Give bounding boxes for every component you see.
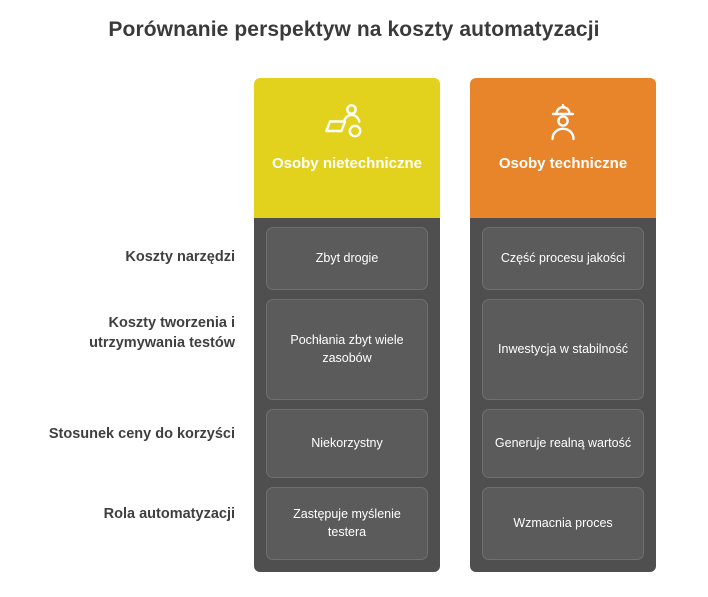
cell-b-1: Inwestycja w stabilność xyxy=(482,299,644,400)
people-presentation-icon xyxy=(321,98,373,150)
cell-a-1: Pochłania zbyt wiele zasobów xyxy=(266,299,428,400)
row-label-price-benefit-ratio: Stosunek ceny do korzyści xyxy=(48,426,235,442)
cell-a-3: Zastępuje myślenie testera xyxy=(266,487,428,560)
cell-b-0: Część procesu jakości xyxy=(482,227,644,290)
column-technical xyxy=(470,78,656,572)
page-title: Porównanie perspektyw na koszty automatyzacji xyxy=(108,18,600,41)
column-non-technical-body xyxy=(254,218,440,572)
column-technical-body xyxy=(470,218,656,572)
cell-a-0: Zbyt drogie xyxy=(266,227,428,290)
engineer-helmet-icon xyxy=(540,98,586,150)
row-label-tool-costs: Koszty narzędzi xyxy=(125,249,235,265)
column-technical-header xyxy=(470,78,656,218)
cell-a-2: Niekorzystny xyxy=(266,409,428,478)
column-technical-label: Osoby techniczne xyxy=(498,155,628,172)
column-non-technical-label: Osoby nietechniczne xyxy=(271,155,423,172)
cell-b-3: Wzmacnia proces xyxy=(482,487,644,560)
row-label-build-maintain-costs: Koszty tworzenia i utrzymywania testów xyxy=(89,315,235,351)
cell-b-2: Generuje realną wartość xyxy=(482,409,644,478)
column-non-technical xyxy=(254,78,440,572)
row-label-automation-role: Rola automatyzacji xyxy=(103,506,235,522)
column-non-technical-header xyxy=(254,78,440,218)
